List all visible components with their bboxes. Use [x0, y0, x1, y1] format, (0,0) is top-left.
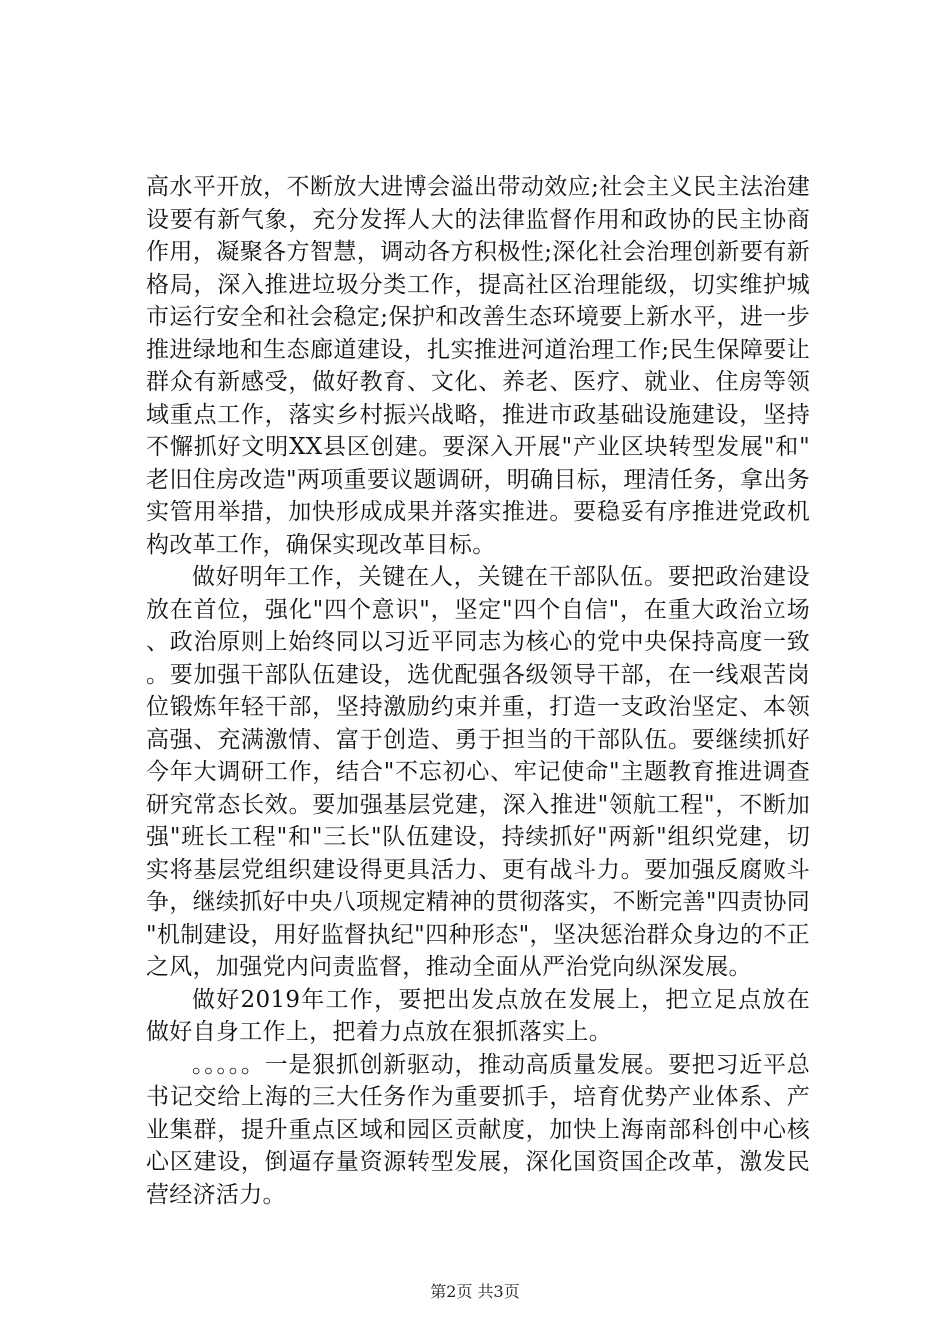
paragraph-innovation-drive: 。。。。。一是狠抓创新驱动，推动高质量发展。要把习近平总书记交给上海的三大任务作为重要抓手，培育优势产业体系、产业集群，提升重点区域和园区贡献度，加快上海南部科创中心核心区建设，倒逼存量资源转型发展，深化国资国企改革，激发民营经济活力。 [146, 1051, 810, 1208]
document-body [146, 171, 810, 1211]
paragraph-cadre-team: 做好明年工作，关键在人，关键在干部队伍。要把政治建设放在首位，强化"四个意识"，坚定"四个自信"，在重大政治立场、政治原则上始终同以习近平同志为核心的党中央保持高度一致。要加强干部队伍建设，选优配强各级领导干部，在一线艰苦岗位锻炼年轻干部，坚持激励约束并重，打造一支政治坚定、本领高强、充满激情、富于创造、勇于担当的干部队伍。要继续抓好今年大调研工作，结合"不忘初心、牢记使命"主题教育推进调查研究常态长效。要加强基层党建，深入推进"领航工程"，不断加强"班长工程"和"三长"队伍建设，持续抓好"两新"组织党建，切实将基层党组织建设得更具活力、更有战斗力。要加强反腐败斗争，继续抓好中央八项规定精神的贯彻落实，不断完善"四责协同"机制建设，用好监督执纪"四种形态"，坚决惩治群众身边的不正之风，加强党内问责监督，推动全面从严治党向纵深发展。 [146, 564, 810, 980]
page-footer: 第2页 共3页 [430, 1282, 520, 1301]
paragraph-2019-work: 做好2019年工作，要把出发点放在发展上，把立足点放在做好自身工作上，把着力点放在狠抓落实上。 [146, 986, 810, 1045]
paragraph-continuation: 高水平开放，不断放大进博会溢出带动效应;社会主义民主法治建设要有新气象，充分发挥人大的法律监督作用和政协的民主协商作用，凝聚各方智慧，调动各方积极性;深化社会治理创新要有新格局，深入推进垃圾分类工作，提高社区治理能级，切实维护城市运行安全和社会稳定;保护和改善生态环境要上新水平，进一步推进绿地和生态廊道建设，扎实推进河道治理工作;民生保障要让群众有新感受，做好教育、文化、养老、医疗、就业、住房等领域重点工作，落实乡村振兴战略，推进市政基础设施建设，坚持不懈抓好文明XX县区创建。要深入开展"产业区块转型发展"和"老旧住房改造"两项重要议题调研，明确目标，理清任务，拿出务实管用举措，加快形成成果并落实推进。要稳妥有序推进党政机构改革工作，确保实现改革目标。 [146, 174, 810, 558]
